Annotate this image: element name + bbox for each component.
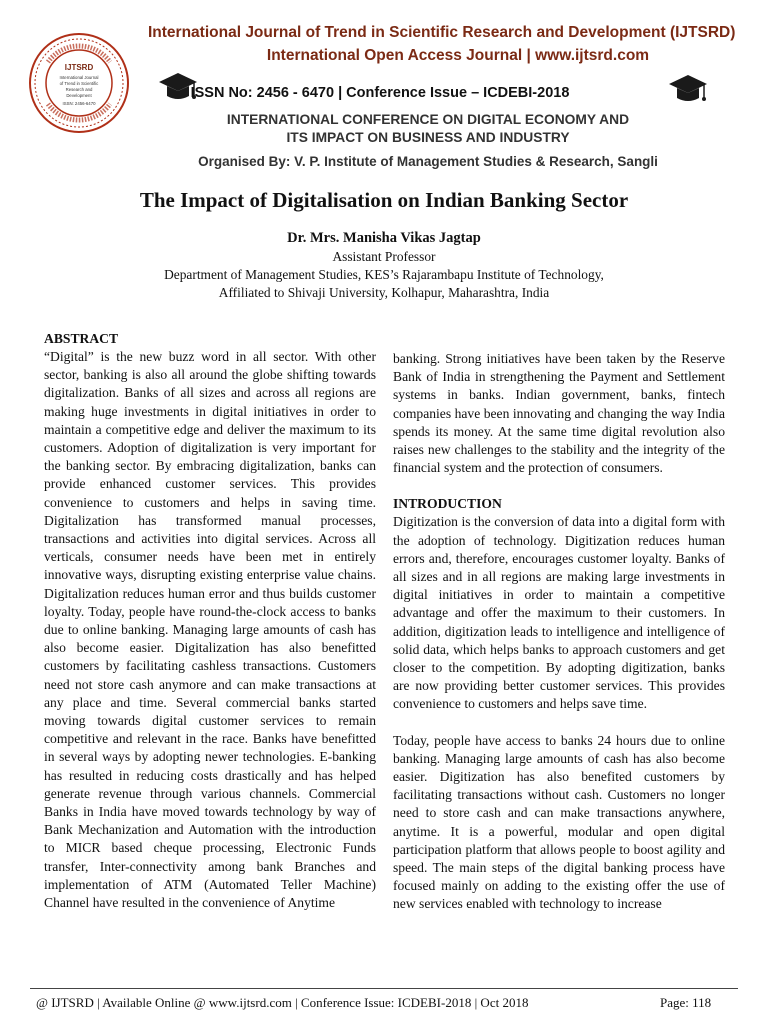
seal-inner-line: Research and xyxy=(65,87,93,92)
left-column xyxy=(44,330,376,912)
author-affiliation: Affiliated to Shivaji University, Kolhapur, Maharashtra, India xyxy=(218,285,550,300)
seal-issn: ISSN: 2456-6470 xyxy=(62,101,96,106)
introduction-paragraph-1: Digitization is the conversion of data into a digital form with the adoption of technology. Digitization reduces human errors and, therefore, encourages customer loyalty. Banks of all sizes and in all regions are making large investments in digital initiatives in order to maintain a competitive advantage and offer the maximum to their customers. In addition, digitization leads to intelligence and intelligence of solid data, which helps banks to approach customers and get closer to the competition. By adopting digitization, banks are now providing better customer services. This provides convenience to customers and helps save time. xyxy=(393,514,725,712)
seal-inner-line: of Trend in Scientific xyxy=(59,81,99,86)
seal-inner-line: Development xyxy=(66,93,92,98)
right-column xyxy=(393,350,725,914)
journal-header xyxy=(0,0,768,180)
seal-inner-line: International Journal xyxy=(59,75,99,80)
conference-title-line2: ITS IMPACT ON BUSINESS AND INDUSTRY xyxy=(286,130,570,145)
journal-type-line: International Open Access Journal | www.ijtsrd.com xyxy=(266,47,650,64)
footer-rule xyxy=(30,988,738,989)
issn-line: ISSN No: 2456 - 6470 | Conference Issue – ICDEBI-2018 xyxy=(190,85,570,101)
introduction-heading: INTRODUCTION xyxy=(393,496,502,512)
abstract-text-right: banking. Strong initiatives have been taken by the Reserve Bank of India in strengthening the Payment and Settlement systems in banks. Indian government, banks, fintech companies have been innovating and changing the way India spends its money. At the same time digital revolution also raises new challenges to the stability and the integrity of the financial system and the protection of consumers. xyxy=(393,351,725,476)
abstract-text-left: “Digital” is the new buzz word in all sector. With other sector, banking is also all around the globe shifting towards digitalization. Banks of all sizes and across all regions are making huge investments in digital initiatives in order to maintain a competitive edge and deliver the maximum to its customers. Adoption of digitalization is very important for the banking sector. By embracing digitalization, banks can provide enhanced customer services. This provides convenience to customers and helps in saving time. Digitalization has transformed manual processes, transactions and activities into digital services. Across all verticals, consumer needs have been met in entirely innovative ways, disrupting existing enterprise value chains. Digitalization reduces human error and thus builds customer loyalty. Today, people have round-the-clock access to banks due to online banking. Managing large amounts of cash has also become easier. Digitalization has also benefitted customers by facilitating cashless transactions. Customers need not store cash anymore and can make transactions at any place and time. Several commercial banks started moving towards digital customer services to remain competitive and relevant in the race. Banks have benefitted in several ways by adopting newer technologies. E-banking has resulted in reducing costs drastically and has helped generate revenue through various channels. Commercial Banks in India have moved towards technology by way of Bank Mechanization and Automation with the introduction to MICR based cheque processing, Electronic Funds transfer, Inter-connectivity among bank Branches and implementation of ATM (Automated Teller Machine) Channel have resulted in the convenience of Anytime xyxy=(44,349,376,911)
conference-title-line1: INTERNATIONAL CONFERENCE ON DIGITAL ECONOMY AND xyxy=(226,112,630,127)
footer-text: @ IJTSRD | Available Online @ www.ijtsrd.com | Conference Issue: ICDEBI-2018 | Oct 2018 xyxy=(36,995,529,1010)
introduction-paragraph-2: Today, people have access to banks 24 hours due to online banking. Managing large amounts of cash has also become easier. Digitization has also benefited customers by facilitating transactions without cash. Customers no longer need to store cash and can make transactions anywhere, anytime. It is a powerful, modular and open digital participation platform that allows people to boost agility and speed. The main steps of the digital banking process have focused mainly on adding to the existing offer the use of new services enabled with technology to increase xyxy=(393,732,725,912)
page-number: Page: 118 xyxy=(660,995,712,1010)
organiser-line: Organised By: V. P. Institute of Management Studies & Research, Sangli xyxy=(198,154,658,169)
author-name: Dr. Mrs. Manisha Vikas Jagtap xyxy=(287,230,481,246)
paper-title: The Impact of Digitalisation on Indian Banking Sector xyxy=(139,188,629,212)
author-designation: Assistant Professor xyxy=(332,249,436,264)
seal-center-text: IJTSRD xyxy=(64,63,94,72)
abstract-heading: ABSTRACT xyxy=(44,331,119,346)
journal-name: International Journal of Trend in Scientific Research and Development (IJTSRD) xyxy=(148,24,736,41)
author-department: Department of Management Studies, KES’s Rajarambapu Institute of Technology, xyxy=(164,267,604,282)
